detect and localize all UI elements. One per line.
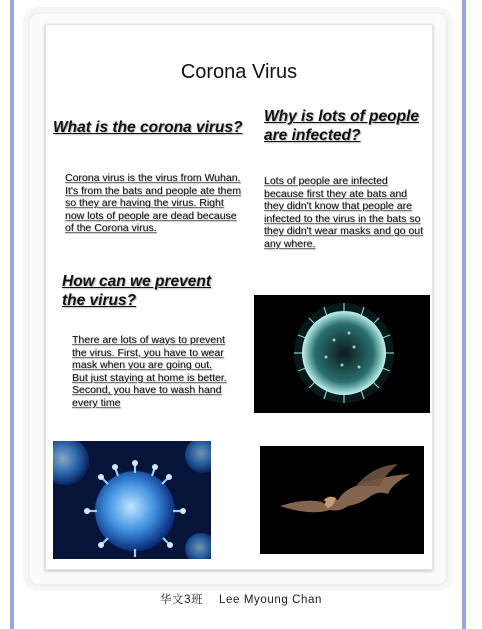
page-title: Corona Virus [180, 61, 298, 83]
heading-prevent: How can we prevent the virus? [62, 273, 212, 309]
right-page-rule [462, 0, 466, 629]
heading-what-is: What is the corona virus? [53, 119, 243, 136]
paragraph-prevent: There are lots of ways to prevent the virus. First, you have to wear mask when you are going out. But just staying at home is better. Second, you have to wash hand every time [72, 334, 227, 409]
footer-caption [0, 591, 482, 607]
blue-virus-cells-image [53, 441, 211, 559]
poster-page [45, 24, 433, 570]
author-name: Lee Myoung Chan [219, 594, 323, 606]
paragraph-why-infected: Lots of people are infected because first they ate bats and they didn't know that people are infected to the virus in the bats so they didn't wear masks and go out any where. [264, 175, 424, 250]
heading-why-infected: Why is lots of people are infected? [264, 108, 420, 144]
left-page-rule [10, 0, 14, 629]
paragraph-what-is: Corona virus is the virus from Wuhan. It's from the bats and people ate them so they are having the virus. Right now lots of people are dead because of the Corona virus. [65, 172, 241, 235]
class-label: 华文3班 [159, 594, 204, 606]
coronavirus-particle-image [254, 295, 430, 413]
flying-bat-image [260, 446, 424, 554]
